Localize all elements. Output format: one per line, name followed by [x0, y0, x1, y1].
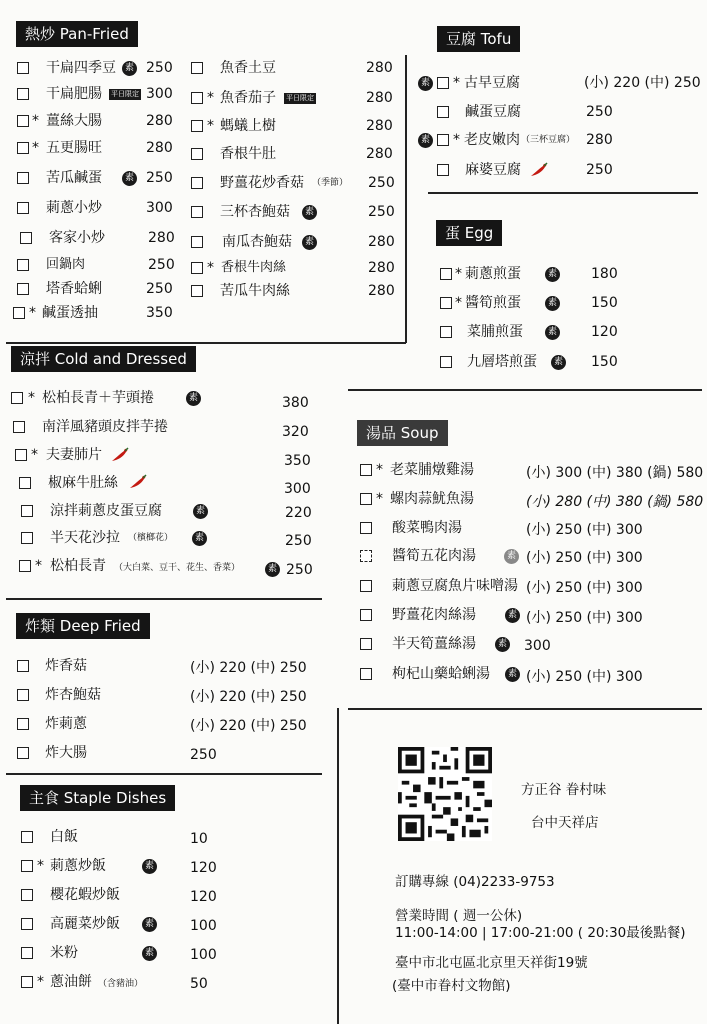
divider	[6, 598, 322, 600]
item-name: 回鍋肉	[46, 257, 86, 272]
checkbox[interactable]	[13, 421, 25, 433]
checkbox[interactable]	[360, 668, 372, 680]
divider	[428, 192, 698, 194]
checkbox[interactable]	[440, 297, 452, 309]
section-header-deep-fried: 炸類 Deep Fried	[16, 613, 150, 639]
checkbox[interactable]	[17, 142, 29, 154]
item-price: (小) 220 (中) 250	[190, 689, 307, 705]
item-name: 炸杏鮑菇	[45, 687, 101, 703]
checkbox[interactable]	[21, 947, 33, 959]
checkbox[interactable]	[437, 77, 449, 89]
checkbox[interactable]	[17, 747, 29, 759]
checkbox[interactable]	[360, 550, 372, 562]
item-price: 250	[285, 533, 312, 549]
item-price: 220	[285, 505, 312, 521]
item-name: 松柏長青＋芋頭捲	[42, 390, 154, 406]
vegetarian-badge-icon: 素	[545, 296, 560, 311]
item-name: 櫻花蝦炒飯	[50, 887, 120, 903]
star-mark: *	[37, 974, 44, 990]
item-price: 280	[366, 90, 393, 106]
vegetarian-badge-icon: 素	[122, 61, 137, 76]
checkbox[interactable]	[19, 477, 31, 489]
checkbox[interactable]	[440, 326, 452, 338]
star-mark: *	[376, 491, 383, 507]
star-mark: *	[28, 390, 35, 406]
item-name: 干扁肥腸	[46, 86, 102, 102]
item-name: 薑絲大腸	[46, 113, 102, 129]
checkbox[interactable]	[191, 206, 203, 218]
item-price: 100	[190, 947, 217, 963]
item-name: 魚香土豆	[220, 60, 276, 76]
item-name: 五更腸旺	[46, 140, 102, 156]
item-price: 10	[190, 831, 208, 847]
item-price: 120	[591, 324, 618, 340]
item-name: 炸大腸	[45, 745, 87, 761]
item-price: (小) 220 (中) 250	[190, 660, 307, 676]
checkbox[interactable]	[360, 493, 372, 505]
checkbox[interactable]	[360, 464, 372, 476]
vegetarian-badge-icon: 素	[142, 946, 157, 961]
checkbox[interactable]	[17, 88, 29, 100]
item-price: 300	[524, 638, 551, 654]
divider	[6, 342, 406, 344]
item-price: 250	[190, 747, 217, 763]
item-price: 250	[146, 170, 173, 186]
item-price: 250	[368, 204, 395, 220]
checkbox[interactable]	[17, 718, 29, 730]
checkbox[interactable]	[191, 92, 203, 104]
item-name: 醬筍五花肉湯	[392, 548, 476, 564]
item-name: 老菜脯燉雞湯	[390, 462, 474, 478]
item-name: 三杯杏鮑菇	[220, 204, 290, 220]
checkbox[interactable]	[21, 532, 33, 544]
chili-spicy-icon	[529, 162, 549, 178]
weekday-only-tag: 平日限定	[286, 94, 314, 102]
item-name: 松柏長青	[50, 558, 106, 574]
checkbox[interactable]	[19, 560, 31, 572]
vegetarian-badge-icon: 素	[265, 562, 280, 577]
item-price: 250	[368, 175, 395, 191]
item-price: 350	[284, 453, 311, 469]
star-mark: *	[453, 132, 460, 148]
item-name: 苦瓜鹹蛋	[46, 170, 102, 186]
item-price: (小) 220 (中) 250	[584, 75, 701, 91]
item-name: 莿蔥炒飯	[50, 858, 106, 874]
checkbox[interactable]	[21, 889, 33, 901]
item-price: 250	[286, 562, 313, 578]
item-price: 280	[368, 260, 395, 276]
checkbox[interactable]	[21, 831, 33, 843]
item-name: 鹹蛋透抽	[42, 305, 98, 321]
vegetarian-badge-icon: 素	[504, 549, 519, 564]
store-branch: 台中天祥店	[531, 815, 599, 831]
checkbox[interactable]	[21, 976, 33, 988]
item-price: 150	[591, 354, 618, 370]
star-mark: *	[455, 295, 462, 311]
item-price: 320	[282, 424, 309, 440]
item-price: 250	[146, 281, 173, 297]
checkbox[interactable]	[191, 236, 203, 248]
vegetarian-badge-icon: 素	[302, 235, 317, 250]
checkbox[interactable]	[360, 580, 372, 592]
section-header-pan-fried: 熱炒 Pan-Fried	[16, 21, 138, 47]
item-name: 螞蟻上樹	[220, 118, 276, 134]
item-name: 醬筍煎蛋	[465, 295, 521, 311]
item-name: 莿蔥煎蛋	[465, 266, 521, 282]
item-name: 炸香菇	[45, 658, 87, 674]
item-name: 麻婆豆腐	[465, 162, 521, 178]
vegetarian-badge-icon: 素	[192, 531, 207, 546]
checkbox[interactable]	[360, 638, 372, 650]
item-price: 280	[368, 234, 395, 250]
item-name: 蔥油餅	[50, 974, 92, 990]
store-address: 臺中市北屯區北京里天祥街19號	[395, 955, 588, 971]
item-price: 250	[146, 60, 173, 76]
checkbox[interactable]	[360, 609, 372, 621]
checkbox[interactable]	[191, 120, 203, 132]
checkbox[interactable]	[17, 172, 29, 184]
item-price: (小) 250 (中) 300	[526, 550, 643, 566]
item-price: 280	[146, 140, 173, 156]
item-price: 120	[190, 889, 217, 905]
item-note: （季節）	[312, 178, 349, 188]
star-mark: *	[376, 462, 383, 478]
checkbox[interactable]	[21, 918, 33, 930]
item-name: 野薑花炒香菇	[220, 175, 304, 191]
item-price: (小) 280 (中) 380 (鍋) 580	[526, 494, 704, 510]
item-name: 野薑花肉絲湯	[392, 607, 476, 623]
checkbox[interactable]	[437, 106, 449, 118]
item-price: 50	[190, 976, 208, 992]
item-name: 客家小炒	[49, 230, 105, 246]
star-mark: *	[207, 90, 214, 106]
vegetarian-badge-icon: 素	[302, 205, 317, 220]
checkbox[interactable]	[20, 232, 32, 244]
divider	[337, 708, 339, 1024]
vegetarian-badge-icon: 素	[418, 76, 433, 91]
vegetarian-badge-icon: 素	[186, 391, 201, 406]
checkbox[interactable]	[437, 134, 449, 146]
item-price: 280	[366, 60, 393, 76]
item-name: 魚香茄子	[220, 90, 276, 106]
item-name: 九層塔煎蛋	[467, 354, 537, 370]
item-price: 280	[148, 230, 175, 246]
item-name: 半天花沙拉	[50, 530, 120, 546]
item-price: 280	[146, 113, 173, 129]
star-mark: *	[35, 558, 42, 574]
item-note: （三杯豆腐）	[521, 135, 576, 145]
item-price: 180	[591, 266, 618, 282]
item-name: 古早豆腐	[464, 75, 520, 91]
item-price: 300	[284, 481, 311, 497]
checkbox[interactable]	[437, 164, 449, 176]
checkbox[interactable]	[17, 660, 29, 672]
item-price: 280	[586, 132, 613, 148]
star-mark: *	[207, 118, 214, 134]
item-name: 酸菜鴨肉湯	[392, 520, 462, 536]
item-name: 香根牛肚	[220, 146, 276, 162]
vegetarian-badge-icon: 素	[418, 133, 433, 148]
star-mark: *	[31, 447, 38, 463]
vegetarian-badge-icon: 素	[505, 667, 520, 682]
star-mark: *	[455, 266, 462, 282]
address-note: (臺中市眷村文物館)	[392, 978, 511, 994]
item-price: 150	[591, 295, 618, 311]
vegetarian-badge-icon: 素	[122, 171, 137, 186]
vegetarian-badge-icon: 素	[142, 859, 157, 874]
section-header-staple: 主食 Staple Dishes	[20, 785, 175, 811]
item-price: (小) 220 (中) 250	[190, 718, 307, 734]
item-price: 350	[146, 305, 173, 321]
item-name: 莿蔥小炒	[46, 200, 102, 216]
star-mark: *	[32, 140, 39, 156]
item-price: (小) 250 (中) 300	[526, 522, 643, 538]
divider	[348, 389, 702, 391]
star-mark: *	[37, 858, 44, 874]
checkbox[interactable]	[17, 689, 29, 701]
business-hours: 11:00-14:00 | 17:00-21:00 ( 20:30最後點餐)	[395, 925, 686, 941]
checkbox[interactable]	[440, 356, 452, 368]
item-price: 280	[366, 118, 393, 134]
checkbox[interactable]	[15, 449, 27, 461]
star-mark: *	[32, 113, 39, 129]
chili-spicy-icon	[128, 474, 148, 490]
item-name: 鹹蛋豆腐	[465, 104, 521, 120]
divider	[6, 773, 322, 775]
item-name: 塔香蛤蜊	[46, 281, 102, 297]
item-name: 涼拌莿蔥皮蛋豆腐	[50, 503, 162, 519]
item-note: （含豬油）	[98, 979, 144, 989]
checkbox[interactable]	[440, 268, 452, 280]
vegetarian-badge-icon: 素	[545, 267, 560, 282]
checkbox[interactable]	[21, 505, 33, 517]
item-note: （大白菜、豆干、花生、香菜）	[114, 563, 241, 573]
section-header-tofu: 豆腐 Tofu	[437, 26, 520, 52]
checkbox[interactable]	[17, 202, 29, 214]
item-name: 高麗菜炒飯	[50, 916, 120, 932]
item-price: 280	[366, 146, 393, 162]
item-price: (小) 300 (中) 380 (鍋) 580	[526, 465, 704, 481]
checkbox[interactable]	[191, 262, 203, 274]
vegetarian-badge-icon: 素	[193, 504, 208, 519]
checkbox[interactable]	[191, 148, 203, 160]
item-price: 120	[190, 860, 217, 876]
item-name: 老皮嫩肉	[464, 132, 520, 148]
item-price: 300	[146, 86, 173, 102]
vegetarian-badge-icon: 素	[142, 917, 157, 932]
item-name: 白飯	[50, 829, 78, 845]
item-price: 250	[586, 162, 613, 178]
checkbox[interactable]	[191, 177, 203, 189]
checkbox[interactable]	[191, 285, 203, 297]
vegetarian-badge-icon: 素	[551, 355, 566, 370]
star-mark: *	[207, 260, 214, 276]
item-name: 椒麻牛肚絲	[48, 475, 118, 491]
checkbox[interactable]	[13, 307, 25, 319]
vegetarian-badge-icon: 素	[495, 637, 510, 652]
section-header-soup: 湯品 Soup	[357, 420, 448, 446]
hours-label: 營業時間 ( 週一公休)	[395, 908, 523, 924]
weekday-only-tag: 平日限定	[111, 90, 139, 98]
section-header-cold: 涼拌 Cold and Dressed	[11, 346, 196, 372]
checkbox[interactable]	[191, 62, 203, 74]
checkbox[interactable]	[11, 392, 23, 404]
item-name: 半天筍薑絲湯	[392, 636, 476, 652]
item-name: 夫妻肺片	[46, 447, 102, 463]
item-price: 100	[190, 918, 217, 934]
checkbox[interactable]	[17, 62, 29, 74]
checkbox[interactable]	[360, 522, 372, 534]
qr-code	[398, 747, 492, 841]
item-price: (小) 250 (中) 300	[526, 580, 643, 596]
item-price: 300	[146, 200, 173, 216]
store-name: 方正谷 眷村味	[521, 782, 607, 798]
checkbox[interactable]	[17, 283, 29, 295]
star-mark: *	[453, 75, 460, 91]
checkbox[interactable]	[17, 259, 29, 271]
vegetarian-badge-icon: 素	[545, 325, 560, 340]
item-name: 南洋風豬頭皮拌芋捲	[42, 419, 168, 435]
chili-spicy-icon	[110, 447, 130, 463]
item-price: 380	[282, 395, 309, 411]
order-phone: 訂購專線 (04)2233-9753	[395, 874, 555, 890]
item-price: 250	[148, 257, 175, 273]
checkbox[interactable]	[17, 115, 29, 127]
divider	[405, 55, 407, 343]
item-name: 莿蔥豆腐魚片味噌湯	[392, 578, 518, 594]
item-name: 米粉	[50, 945, 78, 961]
item-price: (小) 250 (中) 300	[526, 669, 643, 685]
item-price: 250	[586, 104, 613, 120]
checkbox[interactable]	[21, 860, 33, 872]
item-name: 炸莿蔥	[45, 716, 87, 732]
section-header-egg: 蛋 Egg	[436, 220, 502, 246]
item-name: 枸杞山藥蛤蜊湯	[392, 666, 490, 682]
item-name: 苦瓜牛肉絲	[220, 283, 290, 299]
item-name: 南瓜杏鮑菇	[222, 234, 292, 250]
divider	[348, 708, 702, 710]
star-mark: *	[29, 305, 36, 321]
item-name: 干扁四季豆	[46, 60, 116, 76]
item-name: 香根牛肉絲	[221, 260, 287, 275]
vegetarian-badge-icon: 素	[505, 608, 520, 623]
item-note: （檳榔花）	[128, 533, 174, 543]
item-price: (小) 250 (中) 300	[526, 610, 643, 626]
item-name: 菜脯煎蛋	[467, 324, 523, 340]
item-price: 280	[368, 283, 395, 299]
item-name: 螺肉蒜魷魚湯	[390, 491, 474, 507]
